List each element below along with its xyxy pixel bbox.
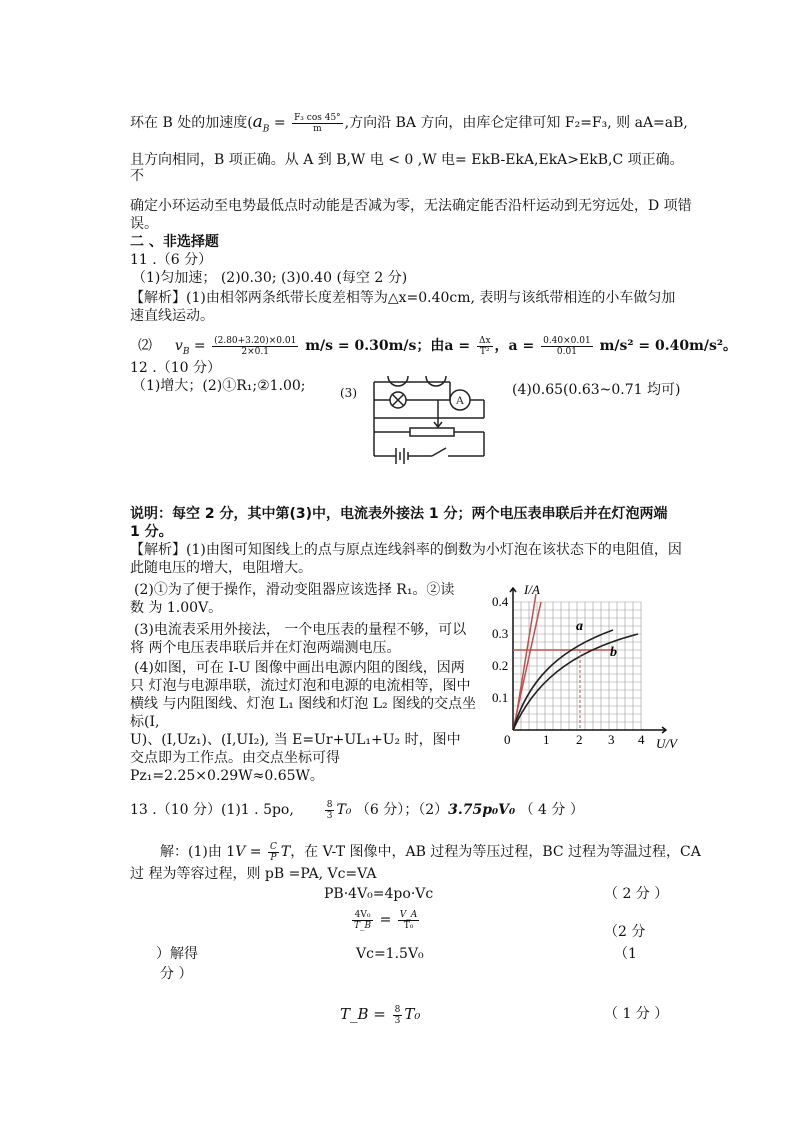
x-axis-label: U/V: [656, 736, 677, 751]
text-span: m/s² = 0.40m/s²。: [594, 338, 738, 354]
y-tick: 0.1: [492, 690, 509, 705]
fraction: $\frac{8}{3}$: [326, 799, 333, 821]
iu-graph: [488, 580, 688, 770]
q12-analysis-7: (4)如图，可在 I-U 图像中画出电源内阻的图线，因两: [134, 660, 465, 676]
line-2b: 不: [130, 168, 144, 184]
score: （1: [614, 946, 637, 962]
line-3: 确定小环运动至电势最低点时动能是否减为零，无法确定能否沿杆运动到无穷远处，D 项错: [130, 198, 692, 214]
score-unit: 分 ）: [160, 966, 193, 982]
q12-heading: 12 .（10 分）: [130, 360, 221, 376]
text-span: 13 .（10 分）(1)1 . 5po,: [130, 802, 294, 818]
q13-solution-1: [160, 840, 701, 864]
line-4: 误。: [130, 216, 158, 232]
fraction: $\frac{V\_A}{\text{T₀}}$: [399, 909, 418, 931]
text-span: （6 分）；（2）: [355, 802, 449, 818]
equation-3-lead: ）解得: [156, 946, 198, 962]
part-label: ⑵: [138, 338, 152, 354]
text-span: 解：(1)由 1: [160, 844, 236, 860]
q12-note-2: 1 分。: [130, 524, 173, 540]
y-tick: 0.3: [492, 626, 509, 641]
fraction: $\frac{\text{F₃ cos 45°}}{m}$: [294, 112, 341, 134]
y-axis-label: I/A: [524, 582, 540, 597]
y-tick: 0.4: [492, 594, 509, 609]
equation-3: Vc=1.5V₀: [356, 946, 424, 962]
voltmeter-arc: [388, 376, 408, 386]
q12-analysis-3: (2)①为了便于操作，滑动变阻器应该选择 R₁。②读: [134, 582, 455, 598]
fraction: $\frac{\text{4V₀}}{T\_B}$: [354, 909, 372, 931]
line-1: 环在 B 处的加速度($a_B$ = $\frac{\text{F₃ cos 45°}}{m}$ ,方向沿 BA 方向，由库仑定律可知 F₂=F₃, 则 aA=aB,: [130, 112, 688, 135]
ammeter-label: A: [455, 393, 465, 407]
q12-answer: （1)增大；(2)①R₁;②1.00;: [132, 378, 306, 394]
text-span: T₀: [336, 802, 352, 818]
x-tick: 0: [504, 732, 511, 747]
fraction: $\frac{(2.80+3.20)\times 0.01}{2\times 0.1}$: [214, 335, 297, 357]
curve-label-a: a: [576, 619, 583, 634]
x-tick: 3: [608, 732, 615, 747]
fraction: $\frac{8}{3}$: [394, 1004, 401, 1026]
q12-note-1: 说明：每空 2 分，其中第(3)中，电流表外接法 1 分；两个电压表串联后并在灯泡两端: [130, 506, 668, 522]
x-tick: 4: [638, 732, 645, 747]
circuit-diagram: [362, 370, 492, 470]
q12-analysis-10: 标(I,: [130, 714, 160, 730]
fraction: $\frac{\Delta x}{\text{T²}}$: [478, 335, 491, 357]
q12-analysis-9: 横线 与内阻图线、灯泡 L₁ 图线和灯泡 L₂ 图线的交点坐: [130, 696, 477, 712]
q12-analysis-4: 数 为 1.00V。: [130, 600, 223, 616]
text-span: ，a =: [494, 338, 540, 354]
equation-4: [340, 1000, 420, 1028]
q12-part4-answer: (4)0.65(0.63~0.71 均可): [512, 382, 681, 398]
q11-analysis-1: 【解析】(1)由相邻两条纸带长度差相等为△x=0.40cm, 表明与该纸带相连的小车做匀加: [130, 290, 676, 306]
q12-analysis-8: 只 灯泡与电源串联，流过灯泡和电源的电流相等，图中: [130, 678, 471, 694]
x-tick: 1: [543, 732, 550, 747]
text-span: 环在 B 处的加速度(: [130, 115, 253, 131]
text-span: T: [280, 844, 291, 860]
text-span: ,方向沿 BA 方向，由库仑定律可知 F₂=F₃, 则 aA=aB,: [344, 115, 688, 131]
section-heading: 二 、非选择题: [130, 234, 219, 250]
q11-heading: 11 .（6 分）: [130, 252, 213, 268]
line-2: 且方向相同，B 项正确。从 A 到 B,W 电 < 0 ,W 电= EkB-EkA,EkA>EkB,C 项正确。: [130, 152, 684, 168]
vB-symbol: $v_B$: [174, 338, 190, 357]
aB-symbol: $a_B$: [252, 112, 270, 135]
q11-answer: （1)匀加速； (2)0.30; (3)0.40 (每空 2 分): [132, 270, 408, 286]
rheostat-icon: [410, 428, 454, 436]
equation-2: $\frac{\text{4V₀}}{T\_B}$ = $\frac{V\_A}{\text{T₀}}$: [354, 909, 418, 931]
q12-analysis-6: 将 两个电压表串联后并在灯泡两端测电压。: [130, 640, 401, 656]
text-span: V =: [235, 844, 266, 860]
q11-analysis-2: 速直线运动。: [130, 308, 214, 324]
text-span: （ 4 分 ）: [519, 802, 584, 818]
score: （2 分: [604, 924, 646, 940]
q12-analysis-1: 【解析】(1)由图可知图线上的点与原点连线斜率的倒数为小灯泡在该状态下的电阻值，因: [130, 542, 682, 558]
score: （ 2 分 ）: [604, 886, 669, 902]
q12-analysis-2: 此随电压的增大，电阻增大。: [130, 560, 312, 576]
text-span: T₀: [404, 1005, 421, 1023]
voltmeter-arc: [426, 376, 446, 386]
q13-heading: [130, 798, 584, 822]
q12-analysis-11: U)、(I,Uz₁)、(I,UI₂), 当 E=Ur+UL₁+U₂ 时，图中: [130, 732, 461, 748]
q11-formula-line: ⑵ $v_B$ = $\frac{(2.80+3.20)\times 0.01}{2\times 0.1}$ m/s = 0.30m/s；由a = $\frac{\Delta x}{\text{T²}}$ ，a = $\frac{0.40\times 0.01}{0.01}$ m/s² = 0.40m/s²。: [138, 335, 738, 357]
x-tick: 2: [576, 732, 583, 747]
fraction: $\frac{0.40\times 0.01}{0.01}$: [543, 335, 591, 357]
q12-analysis-13: Pz₁=2.25×0.29W≈0.65W。: [130, 768, 324, 784]
text-span: ，在 V-T 图像中，AB 过程为等压过程，BC 过程为等温过程，CA: [290, 844, 701, 860]
curve-label-b: b: [610, 645, 617, 660]
q13-solution-2: 过 程为等容过程，则 pB =PA, Vc=VA: [130, 866, 377, 882]
fraction: $\frac{C}{P}$: [269, 841, 277, 863]
switch-icon: [432, 448, 446, 456]
internal-resistance-line: [514, 594, 536, 730]
text-span: 3.75p₀V₀: [448, 802, 516, 818]
text-span: T_B =: [340, 1005, 391, 1023]
y-tick: 0.2: [492, 658, 509, 673]
equation-1: PB·4V₀=4po·Vc: [324, 886, 434, 902]
q12-analysis-5: (3)电流表采用外接法， 一个电压表的量程不够，可以: [134, 622, 467, 638]
q12-part3-label: (3): [340, 386, 357, 400]
q12-analysis-12: 交点即为工作点。由交点坐标可得: [130, 750, 340, 766]
score: （ 1 分 ）: [604, 1006, 669, 1022]
text-span: m/s = 0.30m/s；由a =: [300, 338, 475, 354]
